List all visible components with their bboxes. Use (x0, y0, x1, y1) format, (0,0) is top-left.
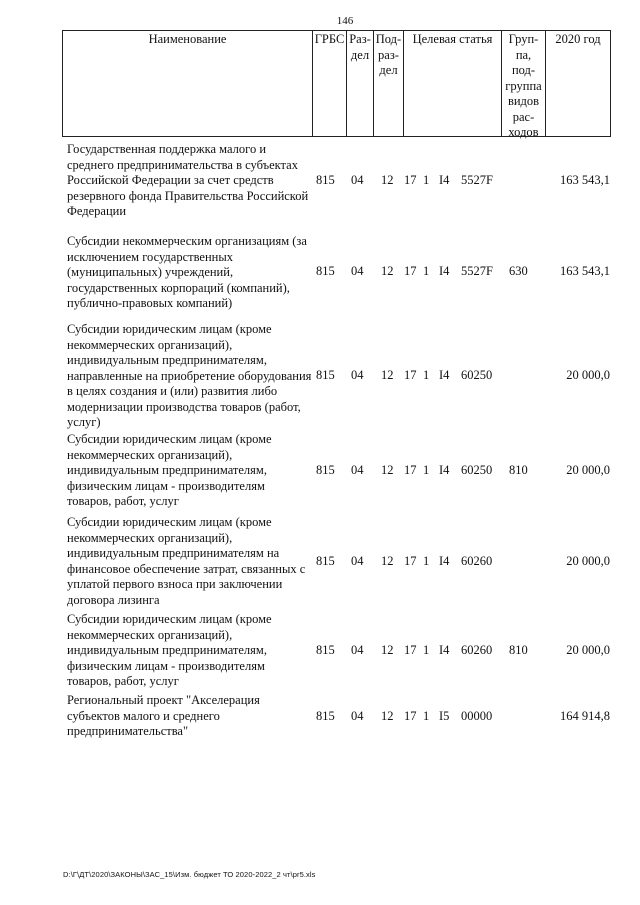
row-amount: 20 000,0 (566, 463, 610, 477)
row-article-project: I4 (439, 173, 450, 187)
row-name: Региональный проект "Акселерация субъектов малого и среднего предпринимательства" (67, 693, 260, 738)
row-name: Субсидии юридическим лицам (кроме некоммерческих организаций), индивидуальным предпринимателям, физическим лицам - производителям товаров, работ, услуг (67, 432, 272, 508)
row-article-project: I4 (439, 463, 450, 477)
row-article-program: 17 (404, 554, 417, 568)
row-article-code: 5527F (461, 173, 493, 187)
row-podrazdel: 12 (381, 264, 394, 278)
row-grbs: 815 (316, 709, 335, 723)
row-name: Субсидии юридическим лицам (кроме некоммерческих организаций), индивидуальным предпринимателям на финансовое обеспечение затрат, связанных с уплатой первого взноса при заключении договора лизинга (67, 515, 306, 607)
row-grbs: 815 (316, 643, 335, 657)
header-group-cell (501, 30, 545, 137)
header-year-cell (545, 30, 611, 137)
row-razdel: 04 (351, 368, 364, 382)
row-article-subprogram: 1 (423, 554, 430, 568)
row-razdel: 04 (351, 463, 364, 477)
page-number: 146 (336, 15, 354, 27)
header-grbs-cell (312, 30, 346, 137)
header-podrazdel-cell (373, 30, 403, 137)
row-podrazdel: 12 (381, 463, 394, 477)
header-group-5: видов (507, 94, 540, 108)
row-group: 810 (509, 463, 528, 477)
row-amount: 20 000,0 (566, 368, 610, 382)
row-article-code: 5527F (461, 264, 493, 278)
row-article-subprogram: 1 (423, 463, 430, 477)
header-razdel-2: дел (350, 47, 370, 62)
header-grbs: ГРБС (314, 32, 345, 46)
header-razdel-1: Раз- (349, 32, 371, 46)
row-article-subprogram: 1 (423, 368, 430, 382)
row-podrazdel: 12 (381, 173, 394, 187)
header-group-1: Груп- (508, 32, 539, 46)
row-article-subprogram: 1 (423, 643, 430, 657)
row-group: 630 (509, 264, 528, 278)
row-article-program: 17 (404, 368, 417, 382)
row-grbs: 815 (316, 554, 335, 568)
row-grbs: 815 (316, 264, 335, 278)
row-podrazdel: 12 (381, 368, 394, 382)
row-razdel: 04 (351, 709, 364, 723)
row-article-program: 17 (404, 643, 417, 657)
row-amount: 164 914,8 (560, 709, 610, 723)
row-amount: 163 543,1 (560, 264, 610, 278)
row-grbs: 815 (316, 368, 335, 382)
row-article-program: 17 (404, 173, 417, 187)
header-article: Целевая статья (412, 32, 493, 46)
row-razdel: 04 (351, 554, 364, 568)
row-name: Субсидии некоммерческим организациям (за исключением государственных (муниципальных) учреждений, государственных корпораций (компаний), публично-правовых компаний) (67, 234, 307, 310)
row-article-project: I4 (439, 368, 450, 382)
row-article-project: I4 (439, 554, 450, 568)
header-group-3: под- (511, 63, 536, 77)
row-article-program: 17 (404, 709, 417, 723)
header-article-cell (403, 30, 501, 137)
row-article-subprogram: 1 (423, 709, 430, 723)
header-podrazdel-2: раз- (378, 47, 399, 62)
header-podrazdel-1: Под- (375, 32, 402, 46)
row-article-program: 17 (404, 264, 417, 278)
row-grbs: 815 (316, 173, 335, 187)
row-article-code: 60260 (461, 643, 493, 657)
row-article-program: 17 (404, 463, 417, 477)
header-year: 2020 год (555, 32, 601, 46)
header-group-2: па, (515, 47, 532, 62)
row-amount: 20 000,0 (566, 643, 610, 657)
row-podrazdel: 12 (381, 554, 394, 568)
row-amount: 20 000,0 (566, 554, 610, 568)
header-name: Наименование (148, 32, 227, 46)
header-group-7: ходов (508, 125, 539, 139)
header-group-6: рас- (512, 109, 535, 124)
row-razdel: 04 (351, 643, 364, 657)
row-name: Субсидии юридическим лицам (кроме некоммерческих организаций), индивидуальным предпринимателям, физическим лицам - производителям товаров, работ, услуг (67, 612, 272, 688)
row-group: 810 (509, 643, 528, 657)
row-article-project: I4 (439, 264, 450, 278)
row-grbs: 815 (316, 463, 335, 477)
row-name: Субсидии юридическим лицам (кроме некоммерческих организаций), индивидуальным предпринимателям, направленные на приобретение оборудования в целях создания и (или) развития либо модернизации производства товаров (работ, услуг) (67, 322, 312, 429)
row-article-code: 00000 (461, 709, 493, 723)
header-razdel-cell (346, 30, 373, 137)
header-group-4: группа (505, 78, 542, 93)
row-podrazdel: 12 (381, 709, 394, 723)
row-amount: 163 543,1 (560, 173, 610, 187)
row-razdel: 04 (351, 173, 364, 187)
row-article-code: 60250 (461, 463, 493, 477)
row-razdel: 04 (351, 264, 364, 278)
row-podrazdel: 12 (381, 643, 394, 657)
row-article-code: 60260 (461, 554, 493, 568)
row-article-code: 60250 (461, 368, 493, 382)
row-name: Государственная поддержка малого и среднего предпринимательства в субъектах Российской Федерации за счет средств резервного фонда Правительства Российской Федерации (67, 142, 309, 218)
footer-file-path: D:\Г\ДТ\2020\ЗАКОНЫ\ЗАС_15\Изм. бюджет ТО 2020-2022_2 чт\pr5.xls (63, 870, 316, 879)
row-article-project: I5 (439, 709, 450, 723)
header-name-cell (62, 30, 312, 137)
row-article-project: I4 (439, 643, 450, 657)
row-article-subprogram: 1 (423, 173, 430, 187)
header-podrazdel-3: дел (379, 63, 398, 77)
row-article-subprogram: 1 (423, 264, 430, 278)
